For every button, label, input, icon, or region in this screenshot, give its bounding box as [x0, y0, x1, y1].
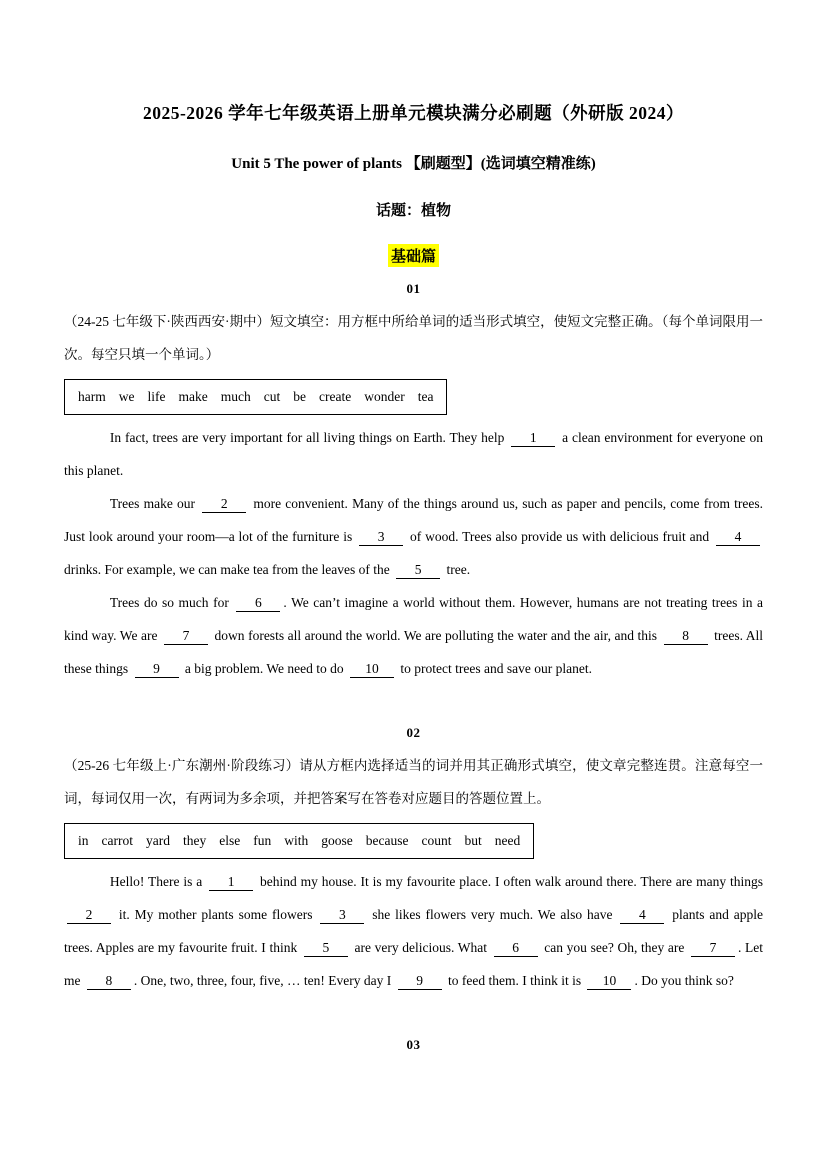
passage-paragraph: Trees make our 2 more convenient. Many of the things around us, such as paper and pencils, come from trees. Just look around your room—a lot of the furniture is 3 of wood. Trees also provide us with delicious fruit and 4 drinks. For example, we can make tea from the leaves of the 5 tree.: [64, 496, 763, 577]
exercise-01: [64, 281, 763, 685]
word-bank-word: fun: [253, 833, 272, 848]
fill-blank: 10: [350, 661, 394, 678]
word-bank-word: they: [183, 833, 207, 848]
fill-blank: 1: [511, 430, 555, 447]
word-bank-word: harm: [78, 389, 106, 404]
fill-blank: 8: [664, 628, 708, 645]
fill-blank: 3: [320, 907, 364, 924]
fill-blank: 10: [587, 973, 631, 990]
word-bank-word: be: [293, 389, 306, 404]
section-badge-row: [64, 244, 763, 267]
word-bank-word: because: [365, 833, 409, 848]
word-bank-box: [64, 379, 447, 415]
passage-paragraph: In fact, trees are very important for all living things on Earth. They help 1 a clean environment for everyone on this planet.: [64, 430, 763, 478]
exercise-number: 01: [406, 281, 421, 296]
fill-blank: 9: [398, 973, 442, 990]
word-bank-word: we: [118, 389, 135, 404]
word-bank-word: but: [464, 833, 482, 848]
exercise-instructions: （24-25 七年级下·陕西西安·期中）短文填空：用方框中所给单词的适当形式填空，使短文完整正确。（每个单词限用一次。每空只填一个单词。）: [64, 314, 763, 362]
exercise-number: 02: [406, 725, 421, 740]
fill-blank: 5: [396, 562, 440, 579]
fill-blank: 3: [359, 529, 403, 546]
word-bank-word: create: [319, 389, 352, 404]
topic-title: 话题：植物: [375, 203, 451, 219]
word-bank-word: with: [284, 833, 309, 848]
passage-paragraph: Trees do so much for 6 . We can’t imagine a world without them. However, humans are not treating trees in a kind way. We are 7 down forests all around the world. We are polluting the water and the air, and this 8 trees. All these things 9 a big problem. We need to do 10 to protect trees and save our planet.: [64, 595, 763, 676]
word-bank-word: tea: [417, 389, 434, 404]
passage: [64, 421, 763, 685]
word-bank-word: wonder: [364, 389, 405, 404]
exercise-03: [64, 1037, 763, 1053]
word-bank-word: need: [494, 833, 521, 848]
word-bank-word: carrot: [101, 833, 133, 848]
fill-blank: 8: [87, 973, 131, 990]
fill-blank: 4: [716, 529, 760, 546]
word-bank-word: much: [220, 389, 251, 404]
word-bank-word: life: [147, 389, 166, 404]
fill-blank: 5: [304, 940, 348, 957]
page-subtitle: Unit 5 The power of plants 【刷题型】(选词填空精准练): [231, 156, 596, 172]
word-bank-word: cut: [263, 389, 281, 404]
fill-blank: 1: [209, 874, 253, 891]
section-badge: 基础篇: [388, 244, 439, 267]
fill-blank: 4: [620, 907, 664, 924]
word-bank-word: count: [421, 833, 452, 848]
word-bank-word: yard: [146, 833, 170, 848]
fill-blank: 9: [135, 661, 179, 678]
fill-blank: 2: [202, 496, 246, 513]
fill-blank: 6: [236, 595, 280, 612]
fill-blank: 7: [691, 940, 735, 957]
word-bank-word: else: [219, 833, 241, 848]
page-title: 2025-2026 学年七年级英语上册单元模块满分必刷题（外研版 2024）: [142, 103, 685, 123]
exercise-number: 03: [406, 1037, 421, 1052]
word-bank-word: make: [178, 389, 208, 404]
word-bank-box: [64, 823, 534, 859]
exercise-02: [64, 725, 763, 997]
word-bank-word: in: [78, 833, 89, 848]
word-bank-word: goose: [321, 833, 353, 848]
passage-paragraph: Hello! There is a 1 behind my house. It is my favourite place. I often walk around there. There are many things 2 it. My mother plants some flowers 3 she likes flowers very much. We also have 4 plants and apple trees. Apples are my favourite fruit. I think 5 are very delicious. What 6 can you see? Oh, they are 7 . Let me 8 . One, two, three, four, five, … ten! Every day I 9 to feed them. I think it is 10 . Do you think so?: [64, 874, 763, 988]
fill-blank: 6: [494, 940, 538, 957]
passage: [64, 865, 763, 997]
exercise-instructions: （25-26 七年级上·广东潮州·阶段练习）请从方框内选择适当的词并用其正确形式填空，使文章完整连贯。注意每空一词，每词仅用一次，有两词为多余项，并把答案写在答卷对应题目的答题位置上。: [64, 758, 763, 806]
fill-blank: 2: [67, 907, 111, 924]
fill-blank: 7: [164, 628, 208, 645]
